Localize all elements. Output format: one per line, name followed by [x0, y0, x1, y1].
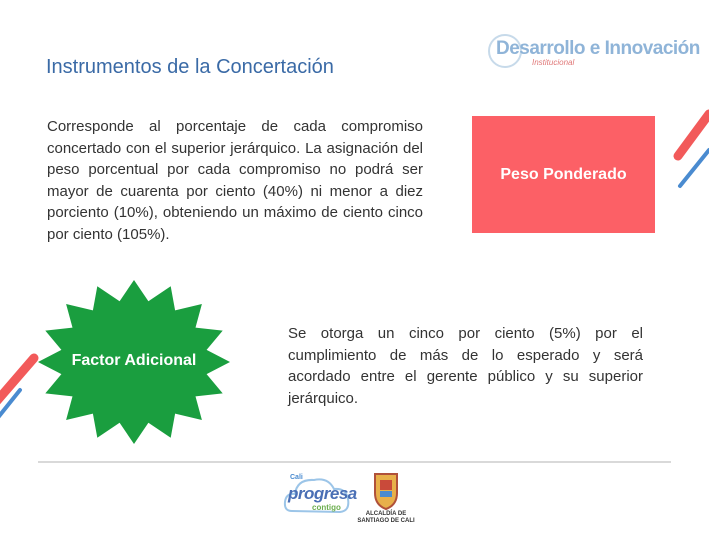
- factor-adicional-label: Factor Adicional: [71, 352, 197, 369]
- footer-divider: [38, 461, 671, 463]
- logo1-top-text: Cali: [290, 474, 303, 481]
- logo-line1: Desarrollo e Innovación: [496, 38, 700, 59]
- peso-ponderado-label: Peso Ponderado: [500, 165, 627, 183]
- factor-description: Se otorga un cinco por ciento (5%) por el cumplimiento de más de lo esperado y será acordado entre el gerente público y su superior jerárquico.: [288, 325, 643, 407]
- page-title: Instrumentos de la Concertación: [46, 56, 334, 78]
- coat-of-arms-icon: [356, 471, 416, 511]
- right-stripes-decoration: [670, 100, 709, 200]
- alcaldia-cali-logo: [356, 471, 416, 531]
- peso-description: Corresponde al porcentaje de cada compromiso concertado con el superior jerárquico. La asignación del peso porcentual por cada compromiso no podrá ser mayor de cuarenta por ciento (40%) ni menor a diez porciento (10%), obteniendo un máximo de ciento cinco por ciento (105%).: [47, 118, 423, 243]
- logo2-line1: ALCALDÍA DE: [365, 511, 407, 517]
- peso-ponderado-box: [472, 116, 655, 233]
- desarrollo-innovacion-logo: [488, 34, 700, 74]
- cali-progresa-logo: [282, 471, 357, 521]
- logo2-text: [356, 511, 416, 525]
- logo2-line2: SANTIAGO DE CALI: [357, 518, 415, 524]
- logo1-main-text: progresa: [288, 484, 357, 503]
- logo-line2: Institucional: [532, 58, 575, 67]
- logo1-sub-text: contigo: [312, 503, 341, 512]
